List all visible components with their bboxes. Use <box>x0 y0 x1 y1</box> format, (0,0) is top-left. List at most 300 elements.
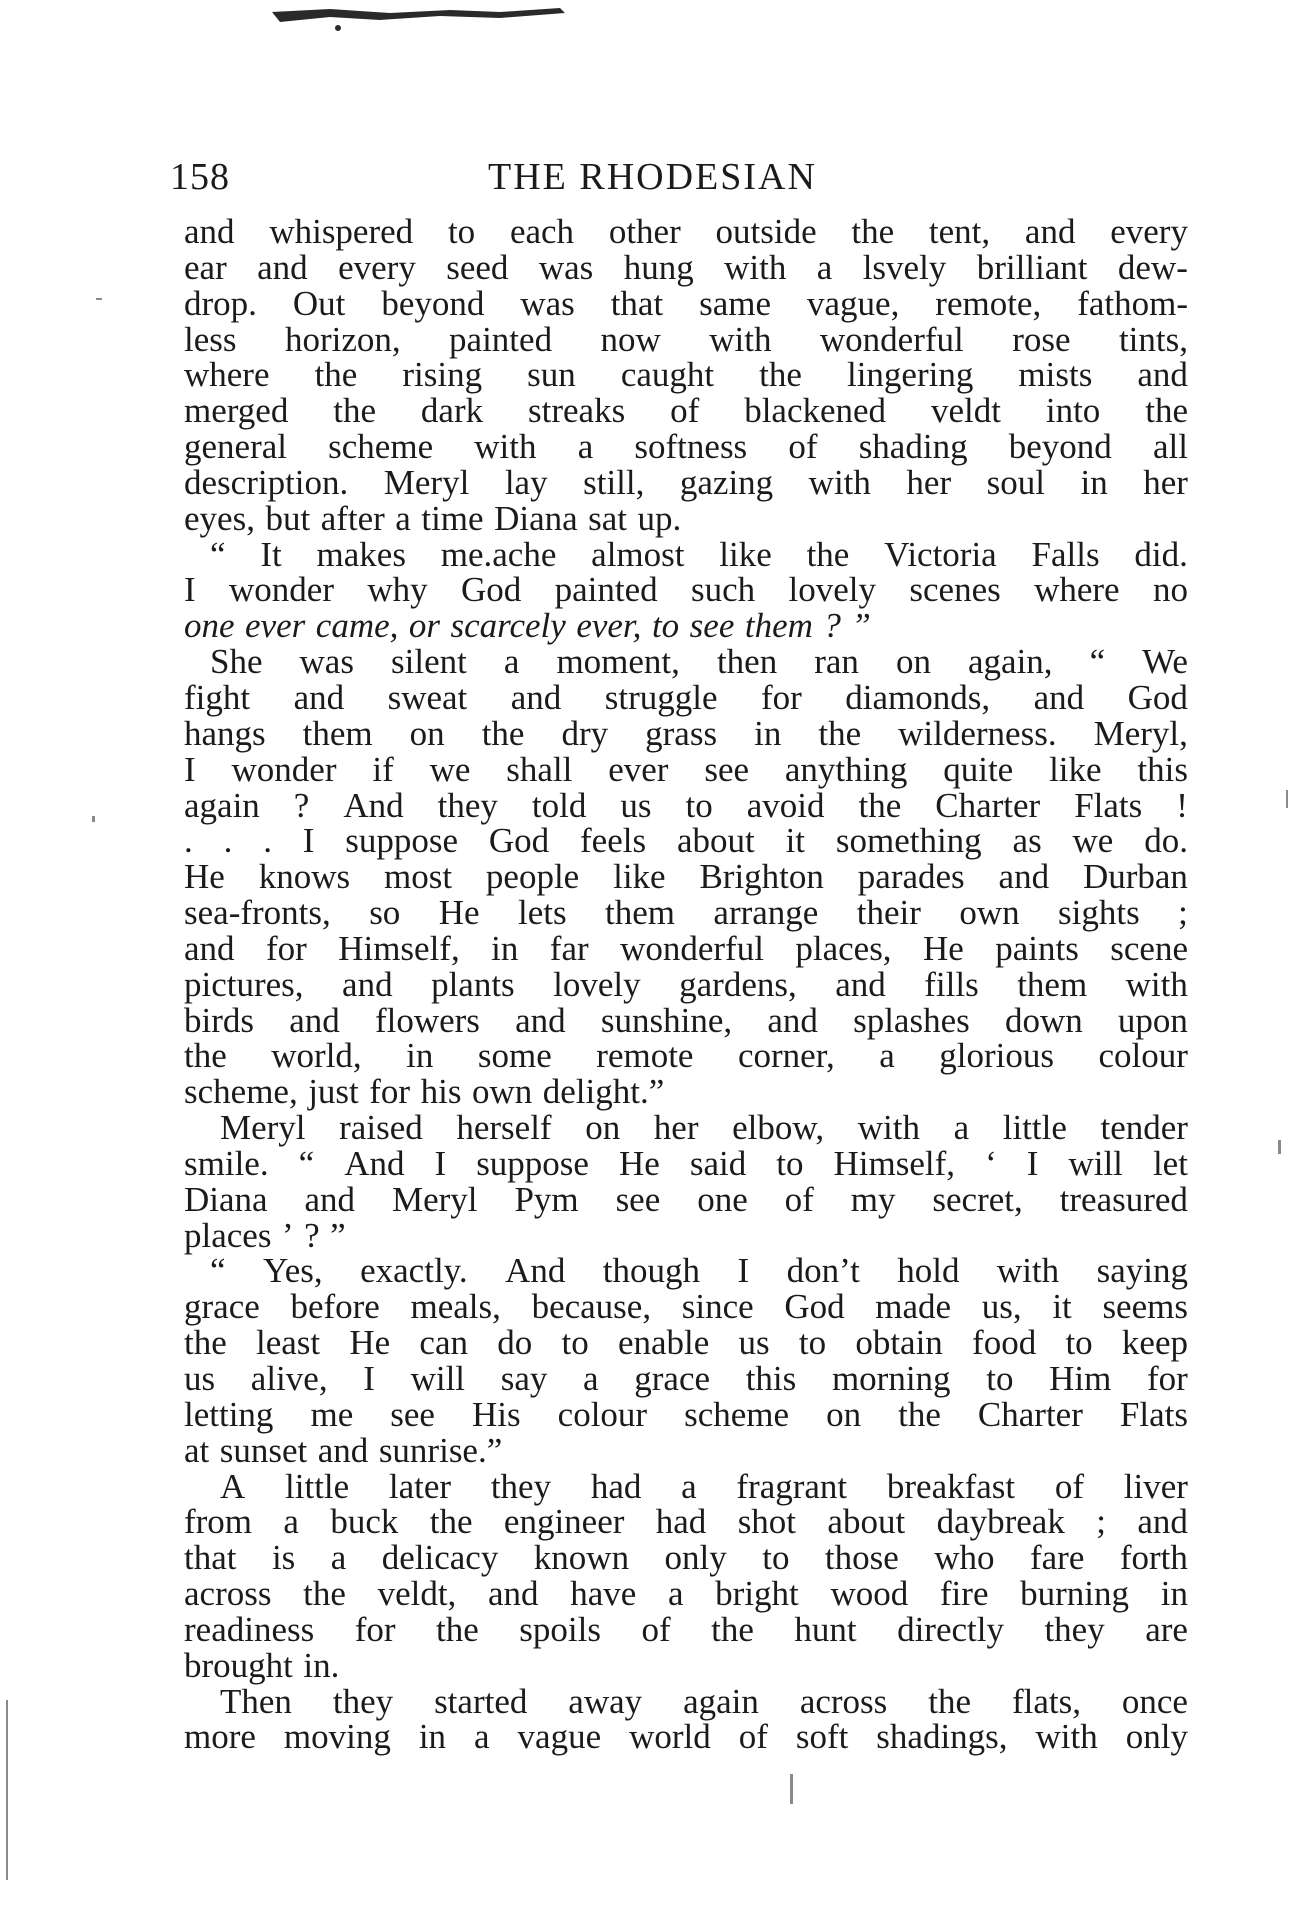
text-line <box>184 1143 1188 1183</box>
word: ! <box>1176 785 1188 825</box>
text-line <box>184 1215 1188 1255</box>
word: every <box>338 247 416 287</box>
word: the <box>818 713 862 753</box>
word: painted <box>554 570 658 610</box>
word: down <box>1004 1000 1083 1040</box>
word: once <box>1121 1681 1188 1721</box>
word: the <box>184 1036 227 1076</box>
word: in <box>1080 462 1108 502</box>
word: I <box>737 1251 750 1291</box>
word: will <box>1068 1143 1123 1183</box>
word: their <box>856 893 921 933</box>
word: sweat <box>387 677 468 717</box>
word: mists <box>1018 355 1093 395</box>
word: her <box>1143 462 1188 502</box>
word: them <box>605 893 675 933</box>
word: fare <box>1029 1538 1085 1578</box>
word: ” <box>330 1215 346 1255</box>
word: in <box>754 713 782 753</box>
word: sights <box>1058 893 1140 933</box>
word: beyond <box>1008 427 1112 467</box>
word: the <box>184 1323 227 1363</box>
word: own <box>471 1072 533 1112</box>
word: made <box>875 1287 952 1327</box>
word: Meryl <box>383 462 470 502</box>
word: engineer <box>503 1502 625 1542</box>
word: of <box>784 1179 814 1219</box>
word: secret, <box>932 1179 1023 1219</box>
word: . <box>184 821 193 861</box>
word: Flats <box>1119 1394 1188 1434</box>
word: they <box>1044 1609 1105 1649</box>
word: in <box>491 928 519 968</box>
word: shall <box>506 749 573 789</box>
word: She <box>210 642 263 682</box>
word: We <box>1142 642 1188 682</box>
word: fragrant <box>736 1466 848 1506</box>
word: hunt <box>794 1609 857 1649</box>
word: the <box>436 1609 479 1649</box>
word: caught <box>620 355 715 395</box>
word: or <box>408 606 441 646</box>
word: on <box>409 713 445 753</box>
word: and <box>1024 212 1076 251</box>
text-line <box>184 785 1188 825</box>
word: Diana <box>184 1179 268 1219</box>
word: little <box>285 1466 350 1506</box>
word: And <box>505 1251 566 1291</box>
word: world, <box>271 1036 362 1076</box>
word: pictures, <box>184 964 304 1004</box>
word: . <box>223 821 233 861</box>
text-line <box>184 859 1188 895</box>
word: morning <box>831 1359 951 1398</box>
word: wood <box>830 1574 909 1614</box>
word: the <box>303 1574 346 1614</box>
word: her <box>906 462 952 502</box>
text-line <box>184 283 1188 323</box>
word: tent, <box>928 212 991 251</box>
word: sea-fronts, <box>184 893 331 933</box>
word: all <box>1152 427 1188 467</box>
word: Charter <box>977 1394 1083 1434</box>
word: such <box>691 570 756 610</box>
word: wonder <box>231 749 337 789</box>
word: and <box>1137 355 1188 395</box>
scan-margin-mark <box>6 1700 8 1880</box>
word: the <box>898 1394 941 1434</box>
word: this <box>1137 749 1188 789</box>
word: scheme, <box>184 1072 298 1112</box>
word: I <box>184 570 196 610</box>
word: some <box>477 1036 552 1076</box>
word: God <box>784 1287 845 1327</box>
word: knows <box>258 857 351 897</box>
word: to <box>776 1143 804 1183</box>
word: herself <box>456 1108 552 1148</box>
word: tender <box>1100 1108 1188 1148</box>
text-line <box>184 498 1188 538</box>
word: and <box>184 928 235 968</box>
word: and <box>835 964 886 1004</box>
word: moment, <box>556 642 680 682</box>
word: brilliant <box>976 247 1088 287</box>
word: us, <box>981 1287 1022 1327</box>
word: of <box>738 1717 768 1757</box>
word: spoils <box>519 1609 601 1649</box>
word: soul <box>986 462 1045 502</box>
word: those <box>824 1538 899 1578</box>
word: before <box>290 1287 380 1327</box>
text-line <box>184 1074 1188 1110</box>
word: alive, <box>250 1359 328 1398</box>
text-line <box>184 1719 1188 1755</box>
word: for <box>265 928 307 968</box>
word: that <box>184 1538 237 1578</box>
word: away <box>568 1681 643 1721</box>
text-line <box>184 1466 1188 1506</box>
word: brought <box>184 1645 293 1685</box>
word: and <box>342 964 393 1004</box>
word: description. <box>184 462 349 502</box>
word: are <box>1145 1609 1188 1649</box>
word: people <box>485 857 580 897</box>
word: feels <box>580 821 647 861</box>
word: on <box>826 1394 862 1434</box>
word: they <box>332 1681 394 1721</box>
word: sunset <box>219 1430 308 1470</box>
word: ear <box>184 247 227 287</box>
word: God <box>1127 677 1188 717</box>
word: most <box>383 857 453 897</box>
word: and <box>257 247 308 287</box>
word: me.ache <box>440 534 557 574</box>
word: Falls <box>1031 534 1100 574</box>
word: a <box>577 427 594 467</box>
word: rising <box>402 355 483 395</box>
text-line <box>184 1179 1188 1219</box>
word: Flats <box>1074 785 1143 825</box>
text-line <box>184 1110 1188 1146</box>
word: a <box>474 1717 490 1757</box>
word: A <box>220 1466 246 1506</box>
word: birds <box>184 1000 254 1040</box>
word: arrange <box>713 893 819 933</box>
word: it <box>1052 1287 1072 1327</box>
word: shadings, <box>876 1717 1008 1757</box>
text-line <box>184 1394 1188 1434</box>
word: fire <box>939 1574 989 1614</box>
word: to <box>561 1323 589 1363</box>
text-line <box>184 1504 1188 1540</box>
word: Charter <box>935 785 1041 825</box>
word: as <box>1012 821 1042 861</box>
word: scene <box>1110 928 1188 968</box>
word: Victoria <box>884 534 997 574</box>
word: the <box>333 391 376 431</box>
word: like <box>613 857 666 897</box>
word: and <box>1137 1502 1188 1542</box>
word: “ <box>298 1143 315 1183</box>
word: the <box>1145 391 1188 431</box>
word: bright <box>715 1574 799 1614</box>
word: had <box>655 1502 707 1542</box>
word: is <box>271 1538 296 1578</box>
word: in. <box>303 1645 340 1685</box>
word: the <box>314 355 358 395</box>
word: again <box>184 785 260 825</box>
word: with <box>1125 964 1188 1004</box>
word: corner, <box>737 1036 835 1076</box>
word: Yes, <box>262 1251 323 1291</box>
word: Out <box>292 283 346 323</box>
word: in <box>418 1717 447 1757</box>
word: I <box>302 821 315 861</box>
word: and <box>515 1000 566 1040</box>
word: Durban <box>1082 857 1188 897</box>
word: to <box>685 785 713 825</box>
word: for <box>369 1072 411 1112</box>
word: to <box>447 212 476 251</box>
word: fills <box>924 964 979 1004</box>
word: splashes <box>853 1000 970 1040</box>
word: And <box>343 785 404 825</box>
word: wonder <box>229 570 334 610</box>
word: plants <box>431 964 515 1004</box>
word: And <box>344 1143 405 1183</box>
word: Brighton <box>699 857 824 897</box>
word: streaks <box>528 391 626 431</box>
word: they <box>490 1466 552 1506</box>
word: with <box>724 247 787 287</box>
word: see <box>390 1394 435 1434</box>
word: on <box>585 1108 621 1148</box>
word: He <box>922 928 964 968</box>
word: ’ <box>281 1215 294 1255</box>
word: ; <box>1096 1502 1106 1542</box>
word: eyes, <box>184 498 255 538</box>
text-line <box>184 1038 1188 1074</box>
word: a <box>681 1466 697 1506</box>
word: told <box>531 785 587 825</box>
word: softness <box>634 427 748 467</box>
word: wilderness. <box>898 713 1057 753</box>
word: from <box>184 1502 253 1542</box>
word: we <box>429 749 471 789</box>
word: forth <box>1119 1538 1188 1578</box>
word: His <box>472 1394 521 1434</box>
word: them <box>1017 964 1088 1004</box>
word: daybreak <box>936 1502 1065 1542</box>
word: suppose <box>345 821 459 861</box>
word: with <box>996 1251 1060 1291</box>
word: if <box>372 749 394 789</box>
word: the <box>858 785 902 825</box>
word: more <box>184 1717 256 1757</box>
word: was <box>538 247 594 287</box>
word: in <box>406 1036 434 1076</box>
word: lsvely <box>862 247 947 287</box>
word: a <box>667 1574 684 1614</box>
text-line <box>184 677 1188 717</box>
word: less <box>184 319 237 359</box>
word: ? <box>293 785 310 825</box>
word: across <box>799 1681 888 1721</box>
word: and <box>184 212 235 251</box>
word: a <box>503 642 520 682</box>
word: outside <box>715 212 817 251</box>
word: smile. <box>184 1143 269 1183</box>
word: ‘ <box>985 1143 997 1183</box>
word: wonderful <box>819 319 964 359</box>
word: God <box>488 821 550 861</box>
word: buck <box>330 1502 399 1542</box>
word: the <box>711 1609 754 1649</box>
word: now <box>600 319 661 359</box>
text-line <box>184 429 1188 465</box>
word: elbow, <box>732 1108 825 1148</box>
word: with <box>808 462 871 502</box>
word: each <box>509 212 575 251</box>
word: time <box>421 498 484 538</box>
word: lovely <box>788 570 877 610</box>
word: colour <box>1098 1036 1188 1076</box>
text-line <box>184 1289 1188 1325</box>
word: “ <box>210 534 226 574</box>
text-line <box>184 1540 1188 1576</box>
text-line <box>184 572 1188 608</box>
word: do <box>497 1323 533 1363</box>
word: ” <box>851 606 871 646</box>
page-header <box>170 152 890 202</box>
word: breakfast <box>886 1466 1016 1506</box>
word: hung <box>623 247 694 287</box>
word: on <box>895 642 931 682</box>
word: say <box>500 1359 548 1398</box>
word: had <box>590 1466 642 1506</box>
word: It <box>260 534 282 574</box>
word: the <box>928 1681 971 1721</box>
word: anything <box>784 749 908 789</box>
word: see <box>615 1179 661 1219</box>
scan-margin-mark <box>1278 1140 1281 1154</box>
scan-margin-mark <box>96 298 102 300</box>
word: was <box>520 283 575 323</box>
word: at <box>184 1430 210 1470</box>
word: struggle <box>604 677 718 717</box>
word: scheme <box>684 1394 790 1434</box>
word: to <box>651 606 680 646</box>
word: raised <box>339 1108 423 1148</box>
text-line <box>184 1430 1188 1470</box>
word: wonderful <box>620 928 764 968</box>
word: of <box>641 1609 671 1649</box>
word: places <box>184 1215 272 1255</box>
word: of <box>670 391 700 431</box>
word: seems <box>1102 1287 1188 1327</box>
word: general <box>184 427 287 467</box>
word: world <box>629 1717 711 1757</box>
word: them <box>744 606 813 646</box>
word: horizon, <box>284 319 401 359</box>
word: this <box>745 1359 797 1398</box>
word: I <box>184 749 196 789</box>
word: letting <box>184 1394 274 1434</box>
word: do. <box>1144 821 1188 861</box>
word: own <box>959 893 1020 933</box>
word: into <box>1045 391 1101 431</box>
word: no <box>1152 570 1188 610</box>
word: Diana <box>494 498 578 538</box>
word: a <box>583 1359 599 1398</box>
word: upon <box>1117 1000 1188 1040</box>
word: sun <box>527 355 576 395</box>
word: beyond <box>381 283 485 323</box>
word: with <box>474 427 537 467</box>
text-line <box>184 1609 1188 1649</box>
word: but <box>265 498 311 538</box>
word: for <box>354 1609 396 1649</box>
word: like <box>1049 749 1102 789</box>
text-line <box>184 895 1188 931</box>
word: them <box>302 713 373 753</box>
word: still, <box>583 462 645 502</box>
word: exactly. <box>360 1251 468 1291</box>
word: a <box>953 1108 970 1148</box>
word: ever, <box>576 606 642 646</box>
word: a <box>395 498 411 538</box>
word: least <box>256 1323 321 1363</box>
text-line <box>184 1576 1188 1612</box>
word: for <box>761 677 802 717</box>
word: in <box>1160 1574 1188 1614</box>
word: sat <box>588 498 628 538</box>
word: silent <box>391 642 467 682</box>
word: across <box>184 1574 272 1614</box>
word: my <box>850 1179 896 1219</box>
word: shot <box>737 1502 797 1542</box>
word: again <box>683 1681 759 1721</box>
word: avoid <box>746 785 825 825</box>
word: like <box>719 534 772 574</box>
word: burning <box>1020 1574 1130 1614</box>
word: “ <box>210 1251 226 1291</box>
word: us <box>620 785 652 825</box>
word: we <box>1072 821 1114 861</box>
word: the <box>481 713 525 753</box>
word: to <box>798 1323 827 1363</box>
word: and <box>1033 677 1085 717</box>
word: lovely <box>553 964 641 1004</box>
word: a <box>330 1538 347 1578</box>
word: I <box>1026 1143 1039 1183</box>
scan-smudge-mark <box>270 4 570 32</box>
text-line <box>184 1000 1188 1040</box>
word: only <box>664 1538 727 1578</box>
word: ? <box>823 606 841 646</box>
word: hold <box>897 1251 960 1291</box>
word: scheme <box>328 427 434 467</box>
page-number: 158 <box>170 156 230 198</box>
word: veldt <box>930 391 1001 431</box>
word: seed <box>446 247 509 287</box>
word: grass <box>645 713 718 753</box>
word: gazing <box>679 462 774 502</box>
text-line <box>184 1681 1188 1721</box>
word: though <box>602 1251 701 1291</box>
word: to <box>762 1538 790 1578</box>
word: fight <box>184 677 251 717</box>
